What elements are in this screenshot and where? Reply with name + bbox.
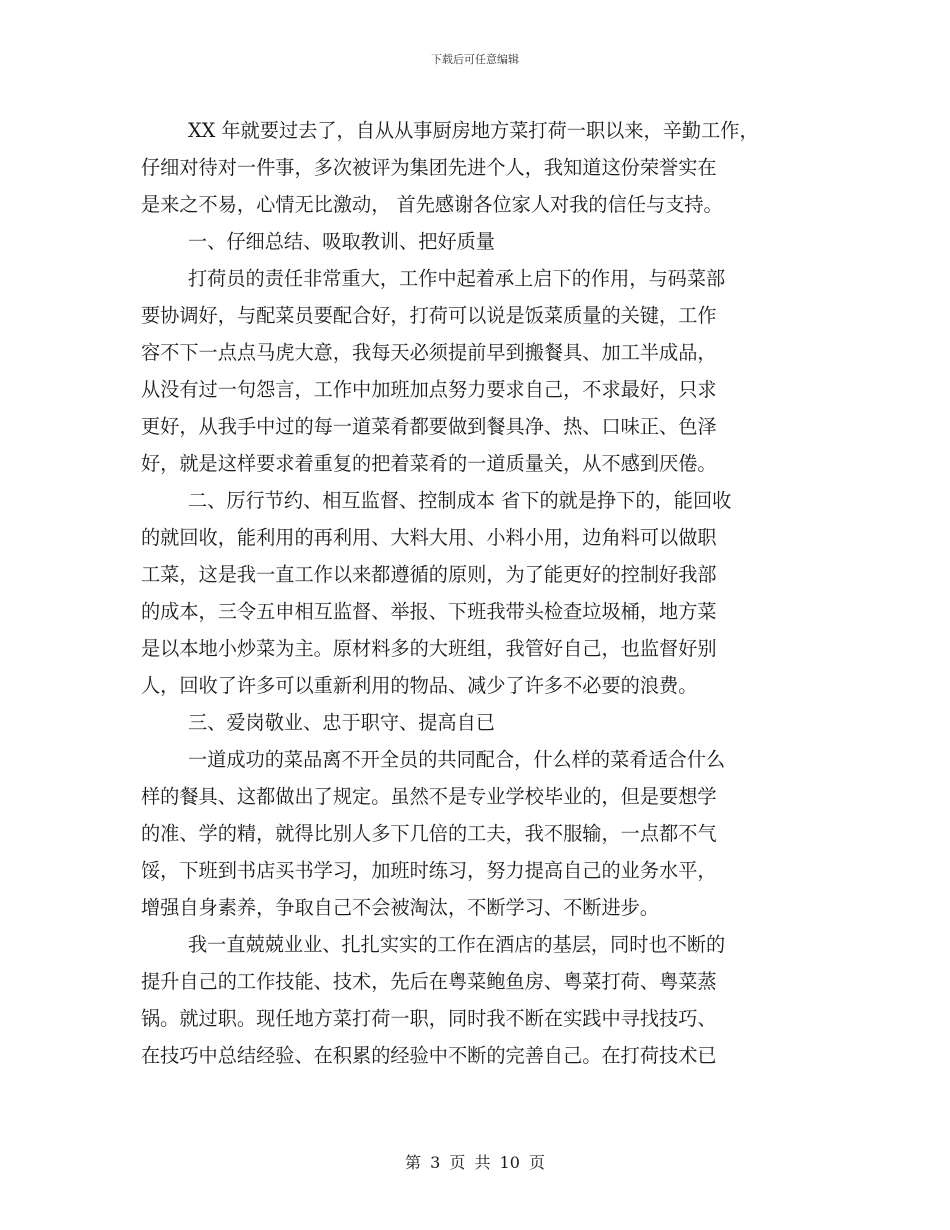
text-line: 是来之不易，心情无比激动， 首先感谢各位家人对我的信任与支持。	[141, 193, 723, 216]
text-line: 一、仔细总结、吸取教训、把好质量	[188, 230, 495, 253]
header-note: 下载后可任意编辑	[431, 53, 519, 66]
paragraph-section-1	[141, 260, 811, 482]
text-line: 好，就是这样要求着重复的把着菜肴的一道质量关，从不感到厌倦。	[141, 452, 717, 475]
text-line: 我一直兢兢业业、扎扎实实的工作在酒店的基层，同时也不断的	[188, 933, 726, 956]
text-line: 工菜，这是我一直工作以来都遵循的原则，为了能更好的控制好我部	[141, 563, 717, 586]
text-line: 打荷员的责任非常重大，工作中起着承上启下的作用，与码菜部	[188, 267, 726, 290]
text-line: 从没有过一句怨言，工作中加班加点努力要求自己，不求最好，只求	[141, 378, 717, 401]
text-line: 一道成功的菜品离不开全员的共同配合，什么样的菜肴适合什么	[188, 748, 726, 771]
text-line: 的准、学的精，就得比别人多下几倍的工夫，我不服输，一点都不气	[141, 822, 717, 845]
paragraph-closing	[141, 926, 811, 1074]
text-line: 二、厉行节约、相互监督、控制成本 省下的就是挣下的，能回收	[188, 489, 732, 512]
text-line: 更好，从我手中过的每一道菜肴都要做到餐具净、热、口味正、色泽	[141, 415, 717, 438]
text-line: 样的餐具、这都做出了规定。虽然不是专业学校毕业的，但是要想学	[141, 785, 717, 808]
text-line: 容不下一点点马虎大意，我每天必须提前早到搬餐具、加工半成品，	[141, 341, 717, 364]
text-line: XX 年就要过去了，自从从事厨房地方菜打荷一职以来，辛勤工作，	[188, 119, 759, 142]
text-line: 要协调好，与配菜员要配合好，打荷可以说是饭菜质量的关键，工作	[141, 304, 717, 327]
page-header	[0, 53, 950, 67]
paragraph-section-3	[141, 741, 811, 926]
paragraph-section-2	[141, 482, 811, 704]
document-body	[141, 112, 811, 1074]
text-line: 三、爱岗敬业、忠于职守、提高自已	[188, 711, 495, 734]
text-line: 增强自身素养，争取自己不会被淘汰，不断学习、不断进步。	[141, 896, 660, 919]
section-heading-3	[141, 704, 811, 741]
text-line: 在技巧中总结经验、在积累的经验中不断的完善自己。在打荷技术已	[141, 1044, 717, 1067]
text-line: 锅。就过职。现任地方菜打荷一职，同时我不断在实践中寻找技巧、	[141, 1007, 717, 1030]
text-line: 馁，下班到书店买书学习，加班时练习，努力提高自己的业务水平，	[141, 859, 717, 882]
text-line: 仔细对待对一件事，多次被评为集团先进个人，我知道这份荣誉实在	[141, 156, 717, 179]
section-heading-1	[141, 223, 811, 260]
page-footer	[0, 1153, 950, 1173]
text-line: 提升自己的工作技能、技术，先后在粤菜鲍鱼房、粤菜打荷、粤菜蒸	[141, 970, 717, 993]
page-number: 第 3 页 共 10 页	[405, 1153, 545, 1172]
paragraph-intro	[141, 112, 811, 223]
text-line: 是以本地小炒菜为主。原材料多的大班组，我管好自己，也监督好别	[141, 637, 717, 660]
text-line: 的成本，三令五申相互监督、举报、下班我带头检查垃圾桶，地方菜	[141, 600, 717, 623]
text-line: 人，回收了许多可以重新利用的物品、减少了许多不必要的浪费。	[141, 674, 698, 697]
text-line: 的就回收，能利用的再利用、大料大用、小料小用，边角料可以做职	[141, 526, 717, 549]
